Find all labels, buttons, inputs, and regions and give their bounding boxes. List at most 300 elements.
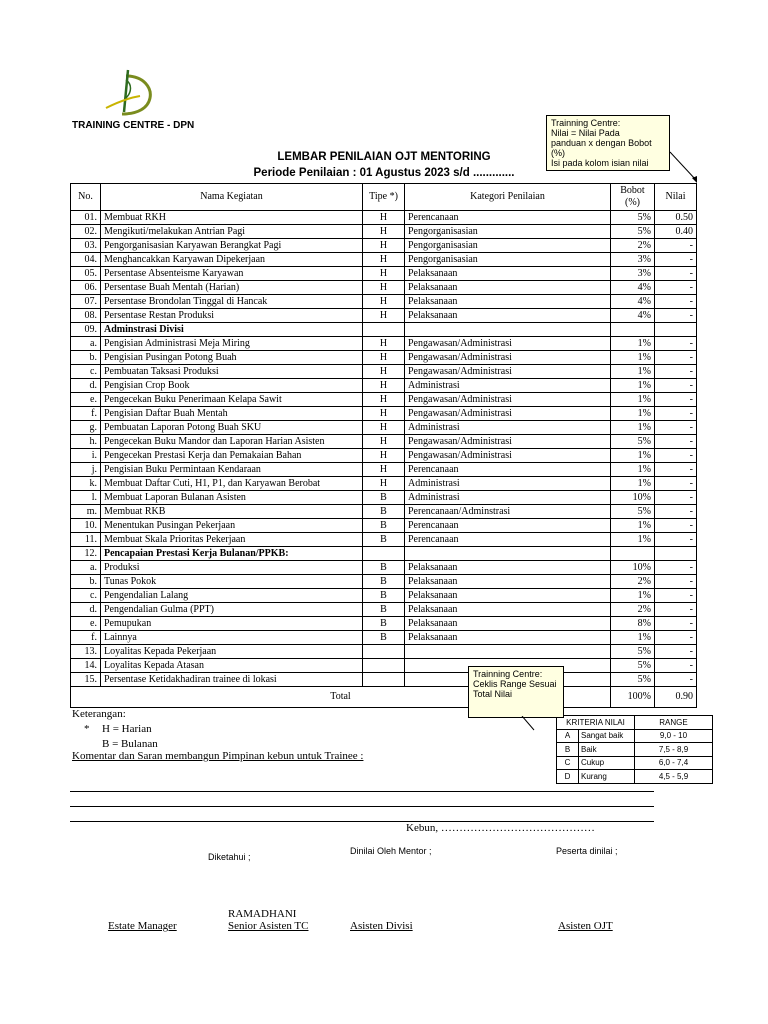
assessment-category: Pelaksanaan [405, 295, 611, 309]
row-number: d. [71, 603, 101, 617]
activity-name: Lainnya [101, 631, 363, 645]
note-pointer-icon [520, 716, 540, 736]
activity-name: Adminstrasi Divisi [101, 323, 363, 337]
col-header-weight [611, 184, 655, 211]
activity-name: Pengendalian Lalang [101, 589, 363, 603]
row-number: 02. [71, 225, 101, 239]
activity-type: H [363, 365, 405, 379]
assessment-category: Perencanaan [405, 519, 611, 533]
signature-senior-asisten: Senior Asisten TC [228, 920, 309, 932]
weight-header-line: Bobot [620, 185, 645, 196]
signature-asisten-ojt: Asisten OJT [558, 920, 613, 932]
weight-value: 4% [611, 309, 655, 323]
table-row [71, 659, 697, 673]
activity-type [363, 645, 405, 659]
score-value[interactable]: - [655, 435, 697, 449]
assessment-category [405, 323, 611, 337]
table-row [71, 491, 697, 505]
criteria-range[interactable]: 4,5 - 5,9 [635, 770, 713, 784]
activity-type: H [363, 295, 405, 309]
score-value[interactable]: - [655, 519, 697, 533]
activity-name: Pengisian Crop Book [101, 379, 363, 393]
weight-value: 1% [611, 533, 655, 547]
table-row [71, 505, 697, 519]
activity-type: H [363, 239, 405, 253]
table-row [71, 421, 697, 435]
row-number: 06. [71, 281, 101, 295]
table-row [71, 267, 697, 281]
assessment-category: Perencanaan [405, 463, 611, 477]
period-title: Periode Penilaian : 01 Agustus 2023 s/d ............. [253, 167, 515, 179]
assessment-category: Pelaksanaan [405, 281, 611, 295]
row-number: 15. [71, 673, 101, 687]
note-pointer-icon [670, 150, 700, 186]
activity-name: Membuat RKB [101, 505, 363, 519]
score-value[interactable]: - [655, 631, 697, 645]
mentor-label: Dinilai Oleh Mentor ; [350, 846, 432, 856]
table-row [71, 211, 697, 225]
score-value[interactable]: - [655, 421, 697, 435]
assessment-category: Administrasi [405, 379, 611, 393]
score-value[interactable]: 0.40 [655, 225, 697, 239]
activity-name: Pembuatan Taksasi Produksi [101, 365, 363, 379]
row-number: 10. [71, 519, 101, 533]
activity-name: Loyalitas Kepada Pekerjaan [101, 645, 363, 659]
col-header-category: Kategori Penilaian [405, 184, 611, 211]
activity-name: Pengendalian Gulma (PPT) [101, 603, 363, 617]
score-value[interactable]: - [655, 673, 697, 687]
assessment-category: Pelaksanaan [405, 603, 611, 617]
activity-type: H [363, 463, 405, 477]
weight-value: 5% [611, 505, 655, 519]
criteria-grade[interactable]: D [557, 770, 579, 784]
activity-name: Pengisian Daftar Buah Mentah [101, 407, 363, 421]
signature-estate-manager: Estate Manager [108, 920, 177, 932]
col-header-no: No. [71, 184, 101, 211]
note-line: Trainning Centre: [551, 118, 621, 128]
row-number: 09. [71, 323, 101, 337]
table-row [71, 435, 697, 449]
table-header-row [71, 184, 697, 211]
activity-type: H [363, 407, 405, 421]
activity-type: B [363, 533, 405, 547]
activity-name: Membuat RKH [101, 211, 363, 225]
score-value[interactable]: - [655, 351, 697, 365]
row-number: b. [71, 575, 101, 589]
kebun-date: Kebun, …………………………………… [406, 822, 595, 834]
comment-note-range [468, 666, 564, 718]
activity-name: Pengisian Administrasi Meja Miring [101, 337, 363, 351]
table-row [71, 281, 697, 295]
criteria-row [557, 743, 713, 757]
row-number: e. [71, 617, 101, 631]
page-title: LEMBAR PENILAIAN OJT MENTORING [277, 151, 491, 163]
row-number: i. [71, 449, 101, 463]
activity-type: B [363, 519, 405, 533]
weight-value: 3% [611, 253, 655, 267]
assessment-category: Administrasi [405, 421, 611, 435]
assessment-category: Pelaksanaan [405, 631, 611, 645]
score-value[interactable]: - [655, 407, 697, 421]
activity-type [363, 547, 405, 561]
score-value[interactable]: - [655, 533, 697, 547]
table-row [71, 323, 697, 337]
assessment-category: Pelaksanaan [405, 589, 611, 603]
score-value[interactable]: - [655, 295, 697, 309]
col-header-name: Nama Kegiatan [101, 184, 363, 211]
score-value[interactable]: - [655, 617, 697, 631]
note-line: Trainning Centre: [473, 669, 543, 679]
assessment-category: Pelaksanaan [405, 561, 611, 575]
activity-type: H [363, 351, 405, 365]
activity-type: H [363, 393, 405, 407]
row-number: 03. [71, 239, 101, 253]
row-number: g. [71, 421, 101, 435]
activity-name: Membuat Daftar Cuti, H1, P1, dan Karyawan Berobat [101, 477, 363, 491]
activity-name: Produksi [101, 561, 363, 575]
activity-type: B [363, 617, 405, 631]
row-number: f. [71, 631, 101, 645]
row-number: c. [71, 365, 101, 379]
criteria-range[interactable]: 9,0 - 10 [635, 729, 713, 743]
table-row [71, 547, 697, 561]
total-weight: 100% [611, 687, 655, 708]
activity-name: Pemupukan [101, 617, 363, 631]
weight-value [611, 547, 655, 561]
activity-type: B [363, 631, 405, 645]
weight-value: 3% [611, 267, 655, 281]
table-row [71, 379, 697, 393]
total-row [71, 687, 697, 708]
assessment-category: Pengawasan/Administrasi [405, 365, 611, 379]
weight-value: 10% [611, 491, 655, 505]
score-value[interactable]: - [655, 379, 697, 393]
weight-value: 8% [611, 617, 655, 631]
score-value[interactable]: - [655, 239, 697, 253]
weight-value: 1% [611, 477, 655, 491]
table-row [71, 295, 697, 309]
note-line: panduan x dengan Bobot [551, 138, 652, 148]
score-value[interactable]: - [655, 337, 697, 351]
score-value[interactable]: - [655, 463, 697, 477]
activity-name: Mengikuti/melakukan Antrian Pagi [101, 225, 363, 239]
assessment-category: Pengorganisasian [405, 253, 611, 267]
table-row [71, 561, 697, 575]
weight-value: 1% [611, 365, 655, 379]
weight-value [611, 323, 655, 337]
criteria-row [557, 729, 713, 743]
row-number: 05. [71, 267, 101, 281]
assessment-category: Perencanaan/Adminstrasi [405, 505, 611, 519]
row-number: 14. [71, 659, 101, 673]
table-row [71, 673, 697, 687]
col-header-type: Tipe *) [363, 184, 405, 211]
assessment-category: Administrasi [405, 491, 611, 505]
comment-note-score [546, 115, 670, 171]
criteria-label[interactable]: Sangat baik [579, 729, 635, 743]
assessment-category: Pengawasan/Administrasi [405, 337, 611, 351]
row-number: b. [71, 351, 101, 365]
row-number: 12. [71, 547, 101, 561]
row-number: a. [71, 337, 101, 351]
row-number: 13. [71, 645, 101, 659]
logo-icon [104, 68, 156, 116]
weight-value: 5% [611, 435, 655, 449]
activity-type: H [363, 309, 405, 323]
criteria-grade[interactable]: C [557, 756, 579, 770]
activity-name: Persentase Buah Mentah (Harian) [101, 281, 363, 295]
org-name: TRAINING CENTRE - DPN [72, 120, 195, 131]
row-number: m. [71, 505, 101, 519]
score-value[interactable]: - [655, 659, 697, 673]
diketahui-label: Diketahui ; [208, 852, 251, 862]
row-number: a. [71, 561, 101, 575]
activity-name: Persentase Absenteisme Karyawan [101, 267, 363, 281]
activity-type: H [363, 253, 405, 267]
comment-line[interactable] [70, 806, 654, 807]
score-value[interactable]: - [655, 393, 697, 407]
assessment-category: Pengawasan/Administrasi [405, 435, 611, 449]
activity-type: H [363, 435, 405, 449]
activity-name: Menentukan Pusingan Pekerjaan [101, 519, 363, 533]
table-row [71, 407, 697, 421]
table-row [71, 589, 697, 603]
weight-value: 5% [611, 659, 655, 673]
activity-name: Pengecekan Buku Penerimaan Kelapa Sawit [101, 393, 363, 407]
note-line: Total Nilai [473, 689, 513, 699]
activity-name: Membuat Skala Prioritas Pekerjaan [101, 533, 363, 547]
row-number: f. [71, 407, 101, 421]
criteria-table [556, 715, 713, 784]
assessment-category: Pengawasan/Administrasi [405, 407, 611, 421]
row-number: j. [71, 463, 101, 477]
row-number: 08. [71, 309, 101, 323]
assessment-category: Pengawasan/Administrasi [405, 351, 611, 365]
row-number: e. [71, 393, 101, 407]
table-row [71, 337, 697, 351]
table-row [71, 239, 697, 253]
activity-type: H [363, 337, 405, 351]
row-number: d. [71, 379, 101, 393]
weight-value: 1% [611, 449, 655, 463]
weight-value: 1% [611, 631, 655, 645]
score-value[interactable]: - [655, 477, 697, 491]
weight-value: 4% [611, 281, 655, 295]
criteria-row [557, 756, 713, 770]
assessment-category: Pengawasan/Administrasi [405, 393, 611, 407]
assessment-table [70, 183, 697, 708]
assessment-category: Pengorganisasian [405, 239, 611, 253]
row-number: h. [71, 435, 101, 449]
table-row [71, 449, 697, 463]
criteria-label[interactable]: Baik [579, 743, 635, 757]
table-row [71, 617, 697, 631]
weight-header-line: (%) [625, 197, 640, 208]
activity-type [363, 659, 405, 673]
activity-type: B [363, 505, 405, 519]
weight-value: 2% [611, 575, 655, 589]
row-number: c. [71, 589, 101, 603]
table-row [71, 351, 697, 365]
score-value[interactable]: - [655, 267, 697, 281]
weight-value: 1% [611, 393, 655, 407]
assessment-category [405, 645, 611, 659]
weight-value: 1% [611, 337, 655, 351]
row-number: k. [71, 477, 101, 491]
activity-type: B [363, 589, 405, 603]
activity-name: Loyalitas Kepada Atasan [101, 659, 363, 673]
assessment-category: Pelaksanaan [405, 617, 611, 631]
activity-type: H [363, 225, 405, 239]
assessment-category: Perencanaan [405, 211, 611, 225]
weight-value: 2% [611, 239, 655, 253]
signer-name: RAMADHANI [228, 908, 297, 920]
table-row [71, 393, 697, 407]
criteria-header-row [557, 716, 713, 730]
asterisk-mark: * [84, 723, 90, 735]
score-value[interactable]: - [655, 491, 697, 505]
assessment-category: Pelaksanaan [405, 575, 611, 589]
row-number: 07. [71, 295, 101, 309]
activity-name: Pengecekan Prestasi Kerja dan Pemakaian Bahan [101, 449, 363, 463]
score-value[interactable]: - [655, 561, 697, 575]
activity-type: H [363, 477, 405, 491]
activity-type: H [363, 281, 405, 295]
weight-value: 1% [611, 589, 655, 603]
activity-name: Persentase Restan Produksi [101, 309, 363, 323]
table-row [71, 253, 697, 267]
comment-line[interactable] [70, 791, 654, 792]
range-header: RANGE [635, 716, 713, 730]
activity-name: Pengisian Buku Permintaan Kendaraan [101, 463, 363, 477]
score-value[interactable]: 0.50 [655, 211, 697, 225]
activity-name: Pencapaian Prestasi Kerja Bulanan/PPKB: [101, 547, 363, 561]
criteria-range[interactable]: 6,0 - 7,4 [635, 756, 713, 770]
activity-type: H [363, 211, 405, 225]
assessment-category: Pengorganisasian [405, 225, 611, 239]
assessment-category [405, 547, 611, 561]
row-number: 11. [71, 533, 101, 547]
activity-name: Pengecekan Buku Mandor dan Laporan Harian Asisten [101, 435, 363, 449]
total-score: 0.90 [655, 687, 697, 708]
total-label: Total [71, 687, 611, 708]
activity-name: Tunas Pokok [101, 575, 363, 589]
note-line: Isi pada kolom isian nilai [551, 158, 649, 168]
score-value[interactable]: - [655, 575, 697, 589]
activity-name: Persentase Ketidakhadiran trainee di lokasi [101, 673, 363, 687]
weight-value: 5% [611, 225, 655, 239]
table-row [71, 533, 697, 547]
assessment-category: Administrasi [405, 477, 611, 491]
score-value[interactable]: - [655, 603, 697, 617]
assessment-category: Pelaksanaan [405, 309, 611, 323]
activity-name: Menghancakkan Karyawan Dipekerjaan [101, 253, 363, 267]
activity-type [363, 323, 405, 337]
criteria-label[interactable]: Kurang [579, 770, 635, 784]
score-value[interactable]: - [655, 309, 697, 323]
activity-name: Persentase Brondolan Tinggal di Hancak [101, 295, 363, 309]
weight-value: 5% [611, 645, 655, 659]
score-value[interactable]: - [655, 281, 697, 295]
weight-value: 4% [611, 295, 655, 309]
table-row [71, 309, 697, 323]
note-line: (%) [551, 148, 565, 158]
activity-type: B [363, 491, 405, 505]
table-row [71, 225, 697, 239]
table-row [71, 603, 697, 617]
table-row [71, 463, 697, 477]
assessment-category: Pengawasan/Administrasi [405, 449, 611, 463]
weight-value: 1% [611, 519, 655, 533]
activity-name: Pengorganisasian Karyawan Berangkat Pagi [101, 239, 363, 253]
activity-type: H [363, 379, 405, 393]
weight-value: 1% [611, 379, 655, 393]
criteria-grade[interactable]: A [557, 729, 579, 743]
criteria-range[interactable]: 7,5 - 8,9 [635, 743, 713, 757]
legend-bulanan: B = Bulanan [102, 738, 158, 750]
score-value[interactable]: - [655, 645, 697, 659]
table-row [71, 631, 697, 645]
activity-type: H [363, 449, 405, 463]
table-row [71, 519, 697, 533]
score-value[interactable]: - [655, 505, 697, 519]
table-row [71, 645, 697, 659]
note-line: Ceklis Range Sesuai [473, 679, 557, 689]
keterangan-label: Keterangan: [72, 708, 126, 720]
activity-type: B [363, 603, 405, 617]
peserta-label: Peserta dinilai ; [556, 846, 618, 856]
comment-label: Komentar dan Saran membangun Pimpinan kebun untuk Trainee : [72, 750, 364, 762]
legend-harian: H = Harian [102, 723, 152, 735]
activity-name: Pengisian Pusingan Potong Buah [101, 351, 363, 365]
activity-type: B [363, 561, 405, 575]
criteria-header: KRITERIA NILAI [557, 716, 635, 730]
signature-asisten-divisi: Asisten Divisi [350, 920, 413, 932]
row-number: l. [71, 491, 101, 505]
criteria-label[interactable]: Cukup [579, 756, 635, 770]
activity-name: Membuat Laporan Bulanan Asisten [101, 491, 363, 505]
activity-name: Pembuatan Laporan Potong Buah SKU [101, 421, 363, 435]
weight-value: 1% [611, 463, 655, 477]
table-row [71, 575, 697, 589]
criteria-row [557, 770, 713, 784]
criteria-grade[interactable]: B [557, 743, 579, 757]
score-value[interactable]: - [655, 449, 697, 463]
score-value[interactable] [655, 547, 697, 561]
assessment-category: Pelaksanaan [405, 267, 611, 281]
weight-value: 1% [611, 351, 655, 365]
assessment-category: Perencanaan [405, 533, 611, 547]
table-row [71, 477, 697, 491]
weight-value: 10% [611, 561, 655, 575]
row-number: 04. [71, 253, 101, 267]
activity-type: B [363, 575, 405, 589]
weight-value: 1% [611, 421, 655, 435]
score-value[interactable] [655, 323, 697, 337]
col-header-score: Nilai [655, 184, 697, 211]
score-value[interactable]: - [655, 253, 697, 267]
weight-value: 2% [611, 603, 655, 617]
activity-type [363, 673, 405, 687]
note-line: Nilai = Nilai Pada [551, 128, 620, 138]
row-number: 01. [71, 211, 101, 225]
weight-value: 5% [611, 211, 655, 225]
table-row [71, 365, 697, 379]
activity-type: H [363, 421, 405, 435]
score-value[interactable]: - [655, 365, 697, 379]
activity-type: H [363, 267, 405, 281]
score-value[interactable]: - [655, 589, 697, 603]
